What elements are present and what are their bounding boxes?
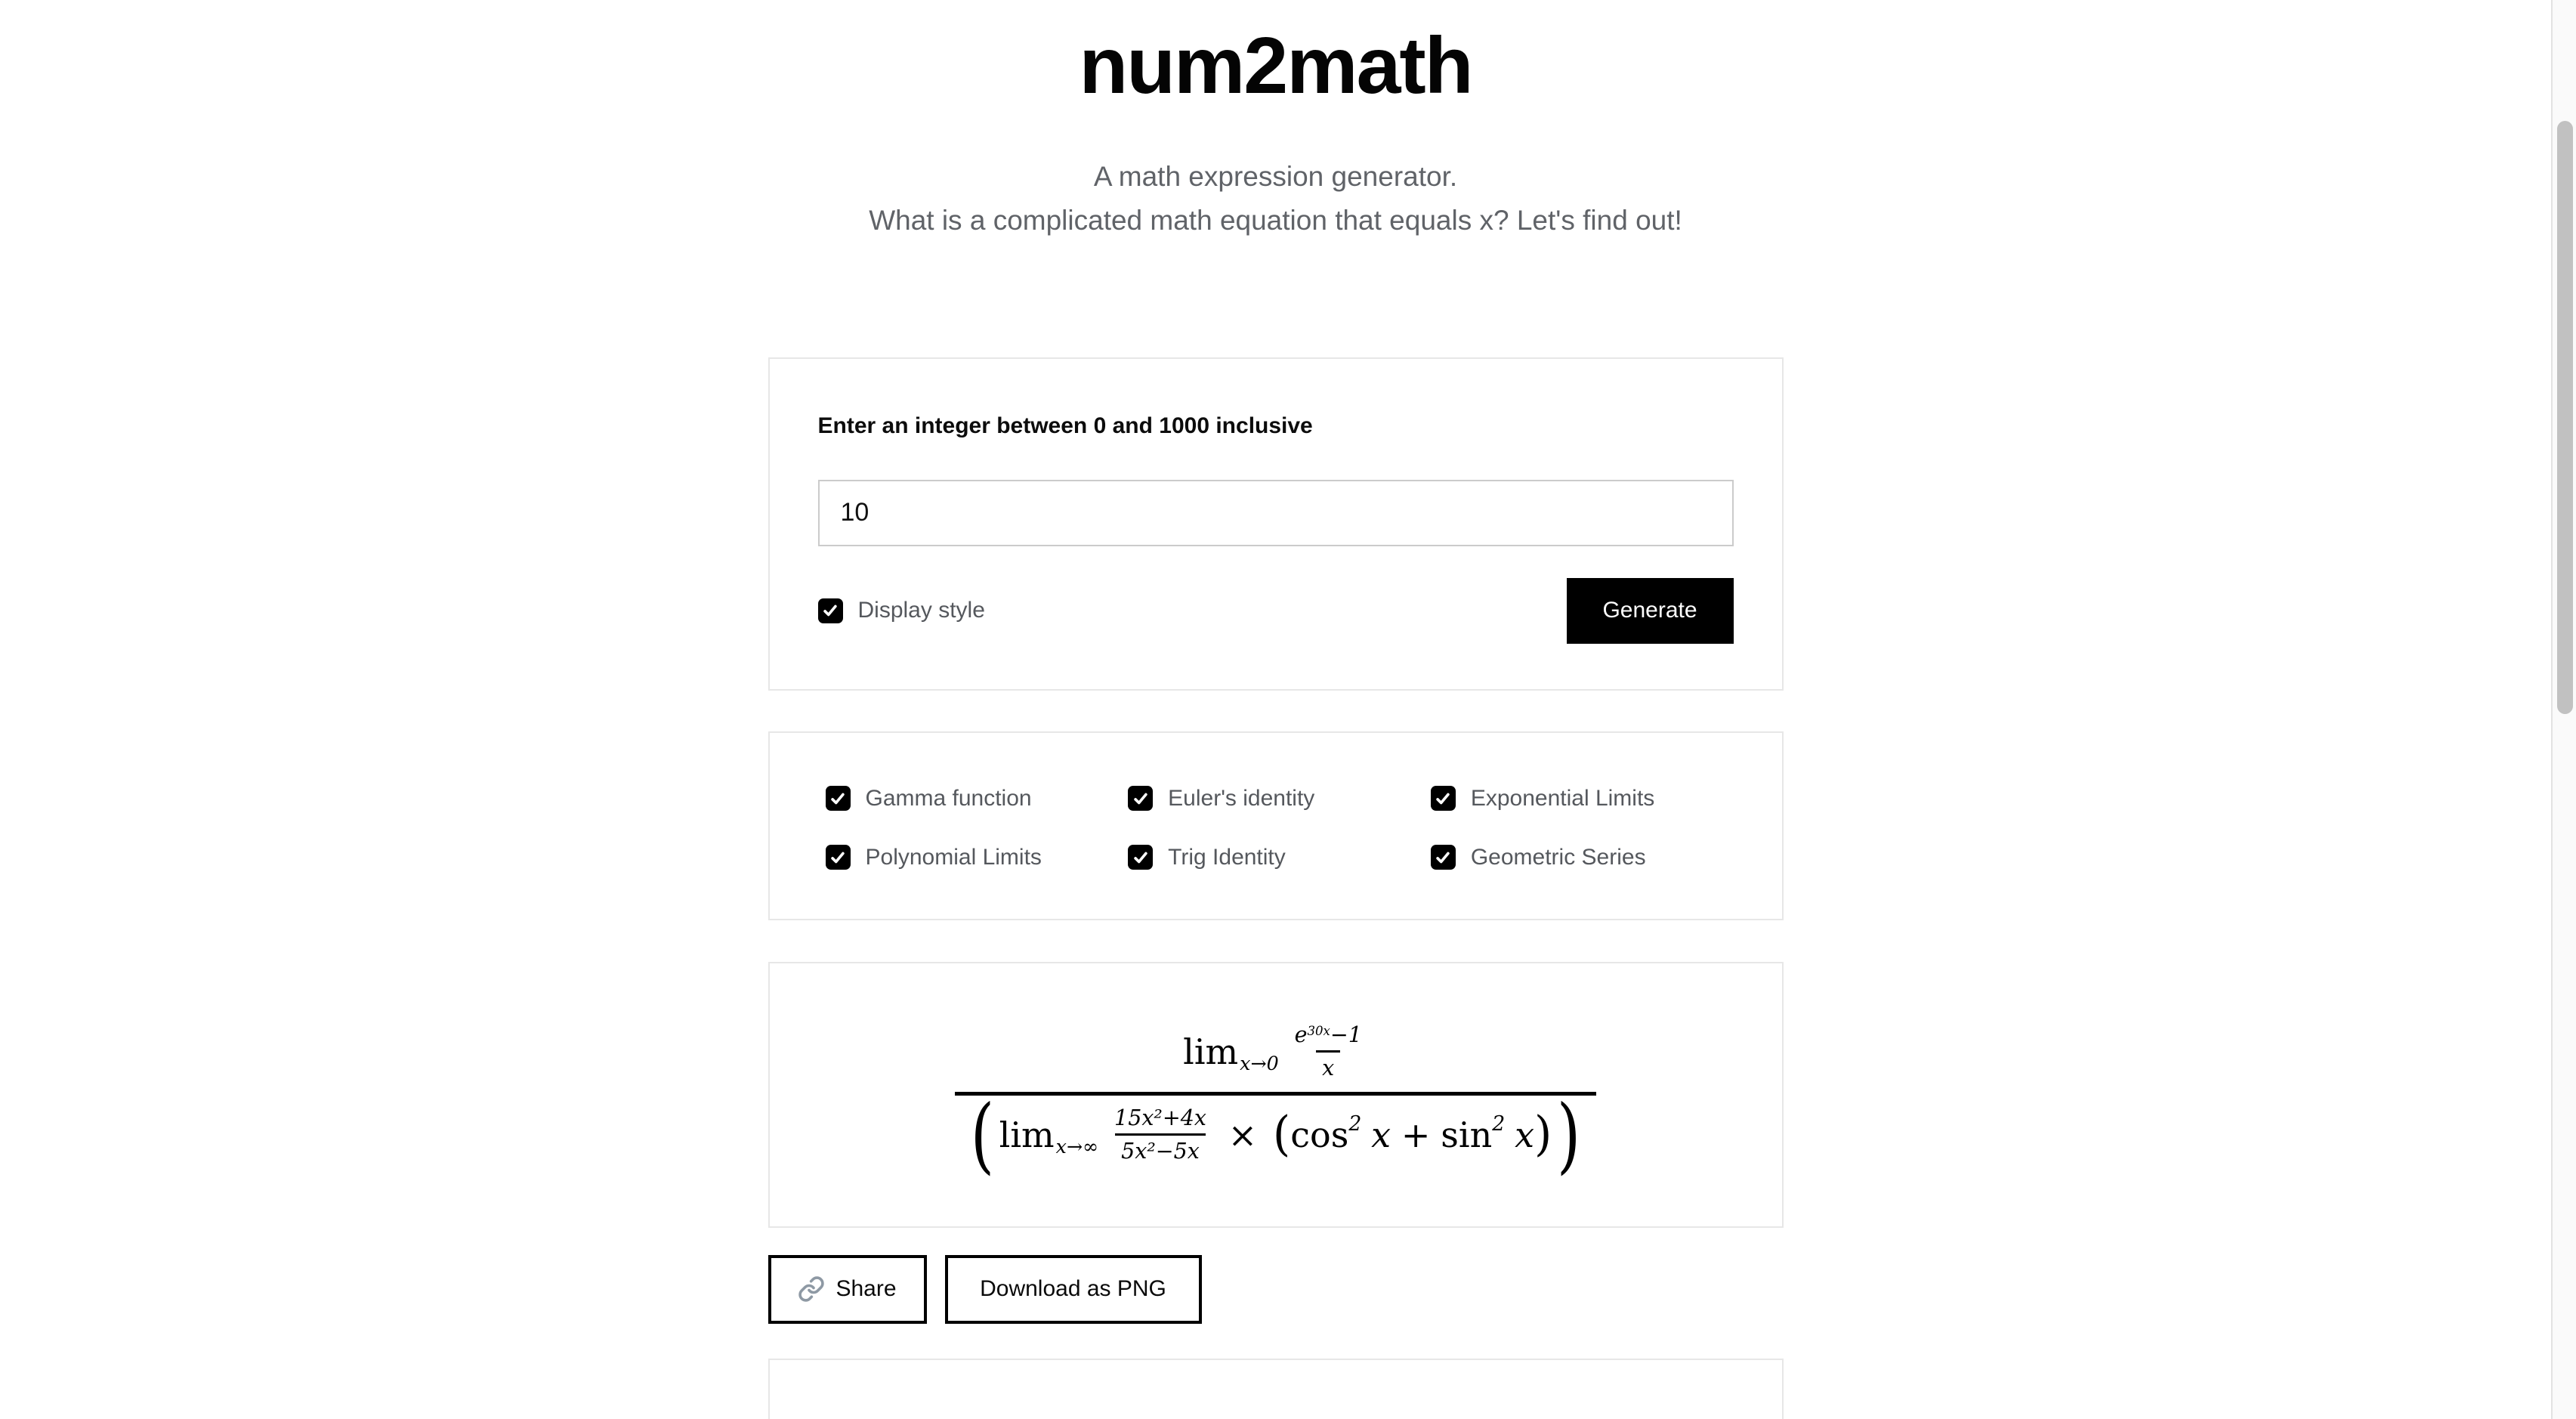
cos-arg: x	[1371, 1114, 1391, 1156]
input-card	[768, 357, 1784, 691]
rational-bottom: 5x²−5x	[1121, 1139, 1200, 1164]
display-style-label: Display style	[857, 598, 985, 623]
inner-open-paren: (	[1272, 1106, 1291, 1162]
options-grid	[818, 786, 1734, 870]
checkmark-icon	[1435, 790, 1451, 807]
option-label: Polynomial Limits	[865, 844, 1042, 870]
integer-input[interactable]	[818, 480, 1734, 546]
close-paren: )	[1556, 1087, 1581, 1183]
option-geometric-series[interactable]	[1431, 845, 1734, 870]
checkmark-icon	[1132, 849, 1149, 866]
share-label: Share	[836, 1276, 897, 1302]
checkmark-icon	[822, 602, 839, 619]
download-label: Download as PNG	[980, 1276, 1166, 1302]
math-numerator	[1172, 1024, 1379, 1092]
tagline	[768, 155, 1784, 242]
integer-input-label: Enter an integer between 0 and 1000 inclusive	[817, 413, 1313, 438]
denominator-x: x	[1322, 1055, 1335, 1080]
option-label: Gamma function	[865, 785, 1032, 811]
lim-operator: lim	[999, 1114, 1055, 1156]
scrollbar-thumb[interactable]	[2557, 121, 2573, 714]
option-trig-identity[interactable]	[1128, 845, 1431, 870]
inner-close-paren: )	[1534, 1106, 1552, 1162]
tagline-line1: A math expression generator.	[1093, 161, 1458, 193]
checkmark-icon	[1435, 849, 1451, 866]
option-gamma-function-checkbox[interactable]	[826, 786, 851, 811]
option-gamma-function[interactable]	[826, 786, 1129, 812]
minus-one: −1	[1330, 1022, 1362, 1047]
scrollbar-track[interactable]	[2551, 0, 2576, 1419]
plus-sign: +	[1401, 1114, 1431, 1156]
option-label: Trig Identity	[1168, 844, 1286, 870]
cos-squared: 2	[1348, 1111, 1362, 1136]
option-polynomial-limits-checkbox[interactable]	[826, 845, 851, 870]
option-polynomial-limits[interactable]	[826, 845, 1129, 870]
options-card	[768, 731, 1784, 920]
checkmark-icon	[829, 790, 846, 807]
sin-operator: sin	[1441, 1114, 1493, 1156]
checkmark-icon	[829, 849, 846, 866]
option-eulers-identity[interactable]	[1128, 786, 1431, 812]
option-label: Exponential Limits	[1470, 785, 1655, 811]
sin-squared: 2	[1492, 1111, 1506, 1136]
rational-top: 15x²+4x	[1114, 1105, 1206, 1131]
option-trig-identity-checkbox[interactable]	[1128, 845, 1153, 870]
form-row	[818, 578, 1734, 644]
generate-button[interactable]: Generate	[1567, 578, 1734, 644]
exponent: 30x	[1307, 1023, 1330, 1038]
share-button[interactable]	[768, 1255, 927, 1324]
actions-row	[768, 1255, 1784, 1324]
display-style-checkbox[interactable]	[818, 598, 843, 623]
option-exponential-limits-checkbox[interactable]	[1431, 786, 1456, 811]
math-expression	[955, 1022, 1595, 1183]
open-paren: (	[970, 1087, 995, 1183]
sin-arg: x	[1515, 1114, 1535, 1156]
checkmark-icon	[1132, 790, 1149, 807]
option-label: Geometric Series	[1470, 844, 1646, 870]
tagline-line2: What is a complicated math equation that equals x? Let's find out!	[869, 204, 1682, 236]
math-denominator	[955, 1087, 1595, 1183]
link-icon	[798, 1275, 825, 1303]
times-sign: ×	[1228, 1114, 1258, 1156]
lim-operator: lim	[1183, 1031, 1239, 1072]
page-title: num2math	[1079, 21, 1472, 110]
option-exponential-limits[interactable]	[1431, 786, 1734, 812]
lim-subscript: x→0	[1240, 1052, 1279, 1074]
cos-operator: cos	[1290, 1114, 1349, 1156]
expression-card	[768, 962, 1784, 1228]
option-eulers-identity-checkbox[interactable]	[1128, 786, 1153, 811]
bottom-card	[768, 1359, 1784, 1419]
display-style-checkbox-row[interactable]	[818, 598, 985, 623]
euler-e: e	[1294, 1022, 1308, 1047]
option-geometric-series-checkbox[interactable]	[1431, 845, 1456, 870]
download-png-button[interactable]	[945, 1255, 1202, 1324]
lim-subscript: x→∞	[1055, 1136, 1099, 1158]
option-label: Euler's identity	[1168, 785, 1315, 811]
